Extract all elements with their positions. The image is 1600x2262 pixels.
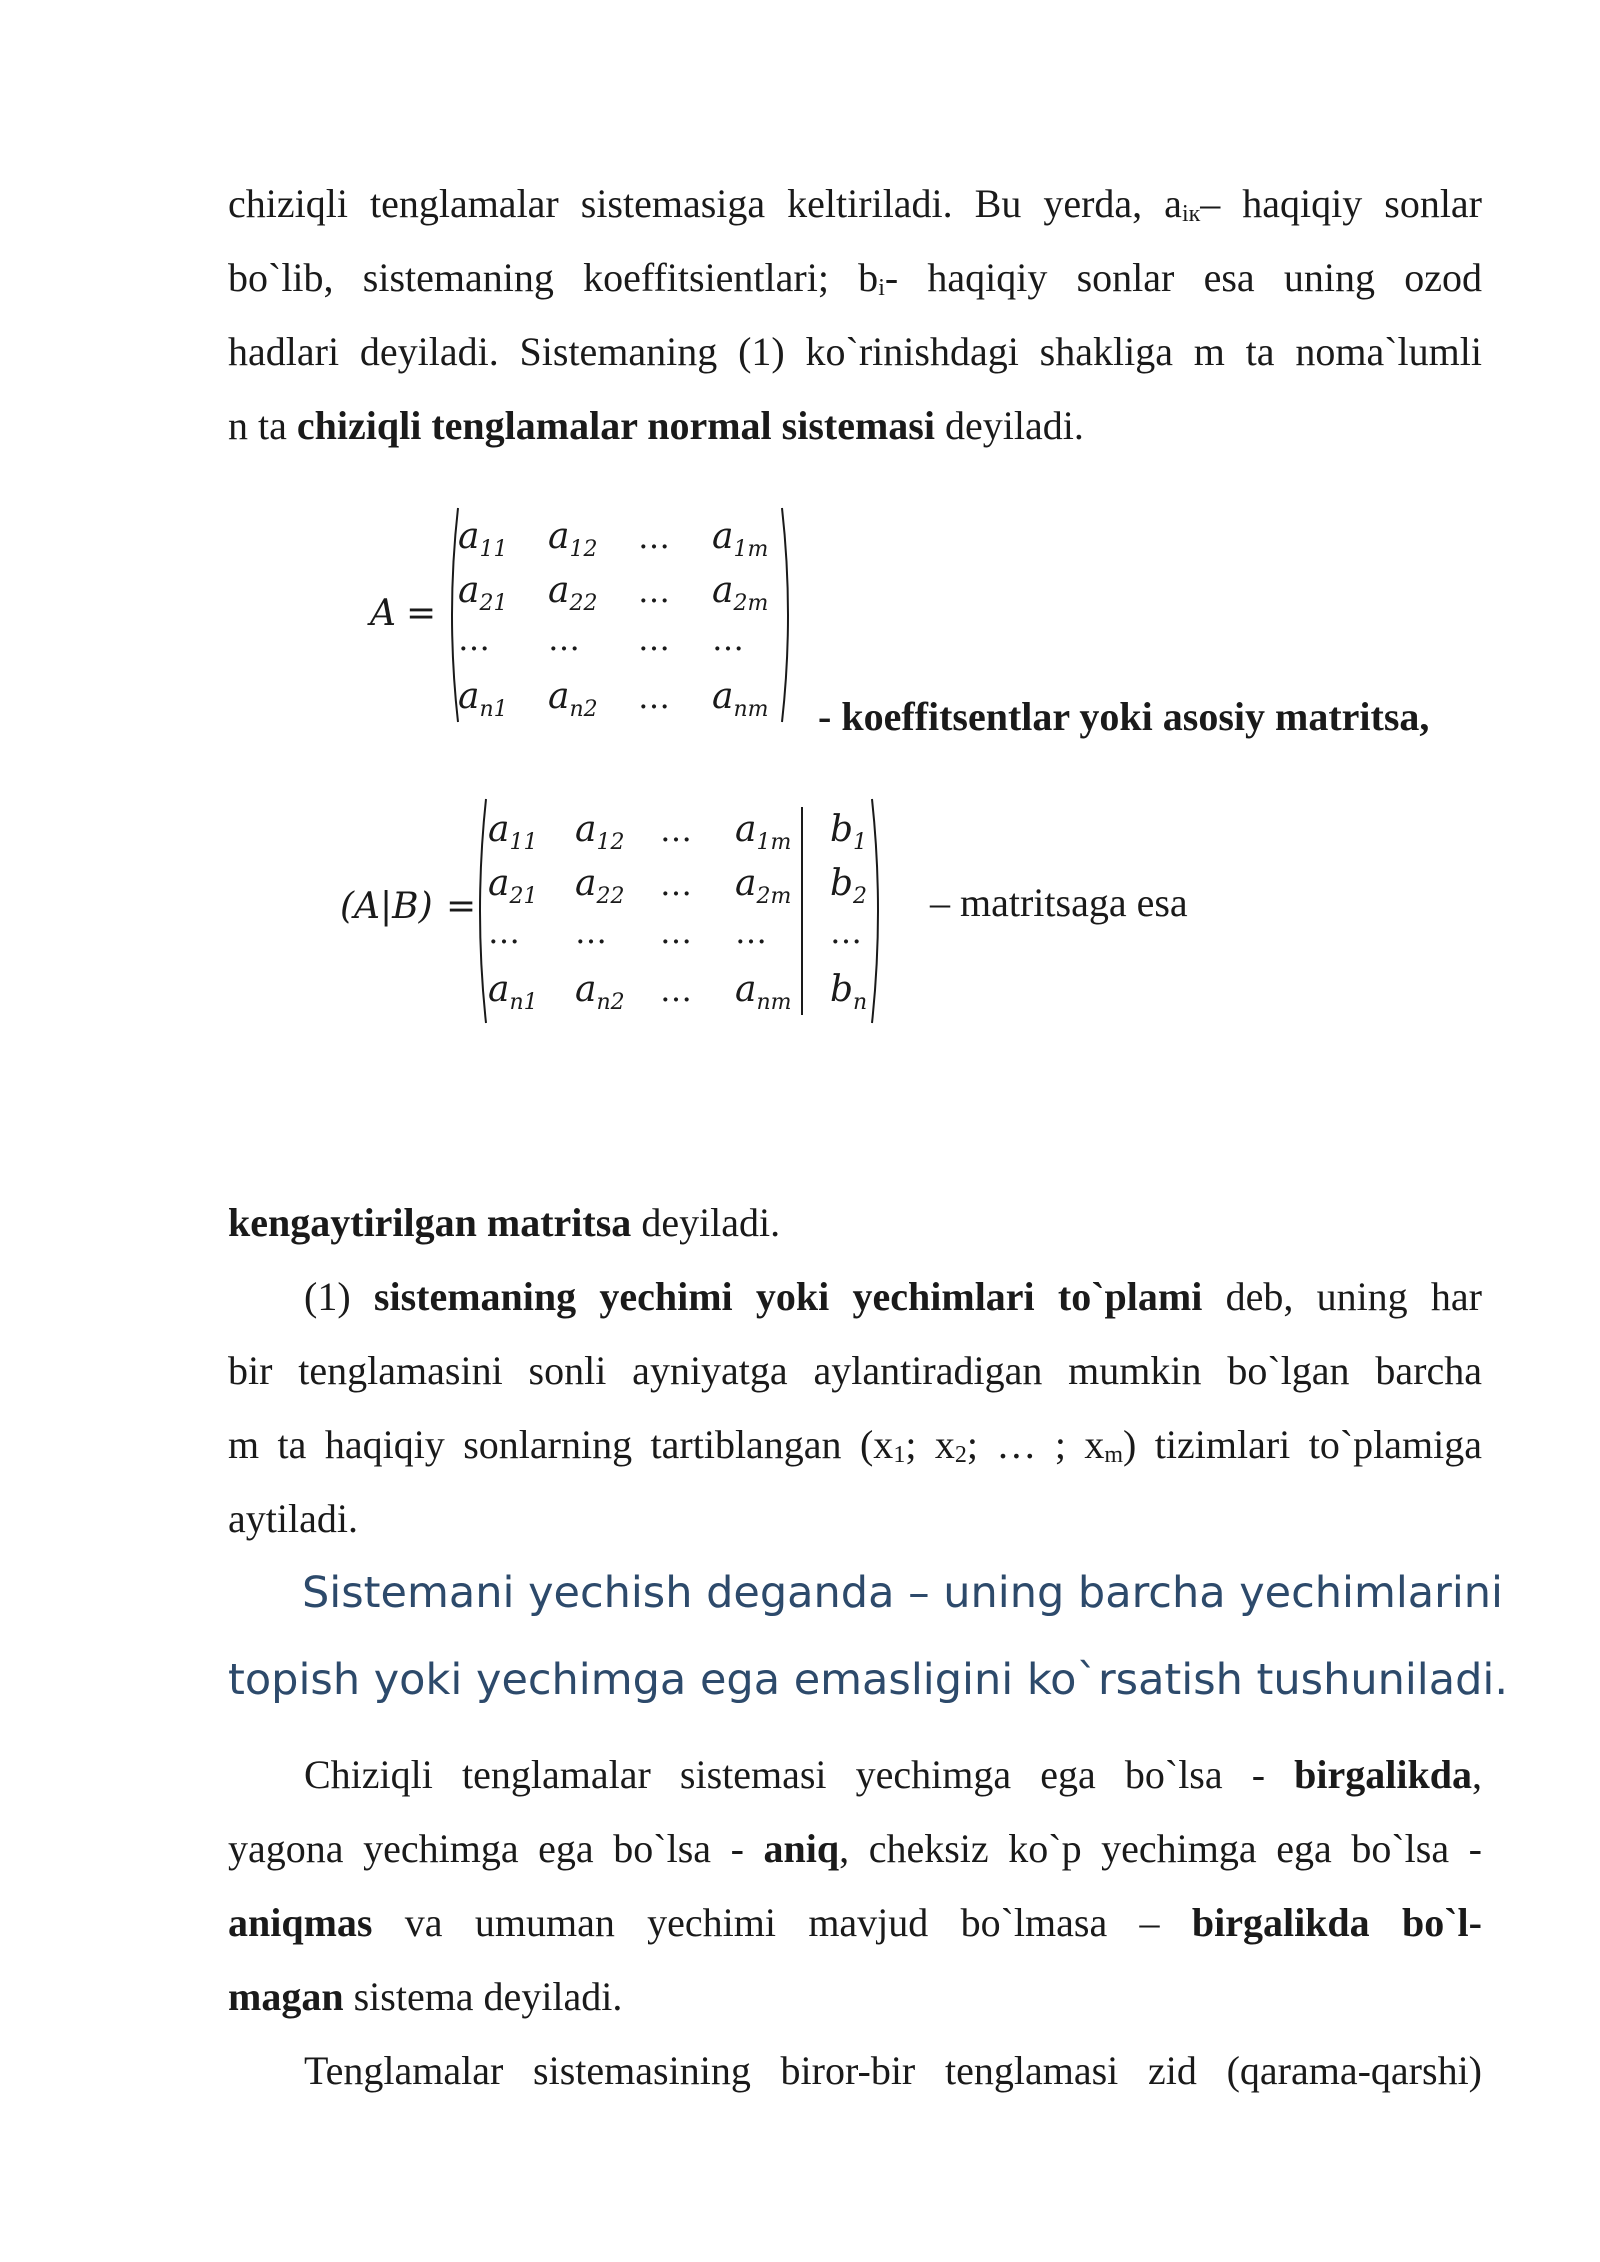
matrix-cell: … xyxy=(548,620,580,658)
matrix-cell: … xyxy=(712,620,744,658)
para1-line3: hadlari deyiladi. Sistemaning (1) ko`rinishdagi shakliga m ta noma`lumli xyxy=(228,329,1482,374)
matrix-equals: = xyxy=(406,593,437,634)
matrix-cell: $a_{n1}$ xyxy=(458,676,508,722)
right-paren xyxy=(782,508,788,722)
matrix-cell: … xyxy=(660,971,692,1009)
matrix-cell: $a_{11}$ xyxy=(488,809,538,855)
matrix-cell: $a_{n2}$ xyxy=(548,676,598,722)
matrix-cell: $a_{2m}$ xyxy=(735,863,792,909)
matrix-cell: $b_1$ xyxy=(830,809,868,855)
matrix-cell: $a_{1m}$ xyxy=(712,516,769,562)
heading-line1: Sistemani yechish deganda – uning barcha yechimlarini xyxy=(302,1568,1503,1618)
matrix-cell: … xyxy=(638,518,670,556)
right-paren xyxy=(872,799,878,1023)
matrix-cell: $a_{22}$ xyxy=(548,570,598,616)
matrix-cell: … xyxy=(575,913,607,951)
para1-line1: chiziqli tenglamalar sistemasiga keltiriladi. Bu yerda, $a_{iк}-$ haqiqiy sonlar xyxy=(228,181,1482,227)
matrix-cell: … xyxy=(830,913,862,951)
matrix-cell: … xyxy=(660,811,692,849)
matrix-cell: $a_{n2}$ xyxy=(575,969,625,1015)
matrix-cell: $a_{11}$ xyxy=(458,516,508,562)
matrix-cell: … xyxy=(735,913,767,951)
matrix-a xyxy=(370,500,820,735)
matrix-cell: … xyxy=(488,913,520,951)
matrix-cell: … xyxy=(638,572,670,610)
matrix-cell: $a_{nm}$ xyxy=(712,676,769,722)
para3-line1: (1) sistemaning yechimi yoki yechimlari to`plami deb, uning har xyxy=(304,1274,1482,1319)
matrix-cell: $a_{22}$ xyxy=(575,863,625,909)
para3-line2: bir tenglamasini sonli ayniyatga aylantiradigan mumkin bo`lgan barcha xyxy=(228,1348,1482,1393)
matrix-cell: … xyxy=(638,678,670,716)
para3-line3: m ta haqiqiy sonlarning tartiblangan ($x_1$; $x_2$; … ; $x_m$) tizimlari to`plamiga xyxy=(228,1422,1483,1468)
para1-line4: n ta chiziqli tenglamalar normal sistemasi deyiladi. xyxy=(228,403,1084,448)
para4-line4: magan sistema deyiladi. xyxy=(228,1974,623,2019)
matrix-cell: $a_{n1}$ xyxy=(488,969,538,1015)
matrix-cell: $a_{12}$ xyxy=(575,809,625,855)
matrix-equals: = xyxy=(446,886,477,927)
para2: kengaytirilgan matritsa deyiladi. xyxy=(228,1200,781,1245)
matrix-ab xyxy=(340,795,900,1040)
matrix-cell: … xyxy=(660,913,692,951)
matrix-cell: … xyxy=(458,620,490,658)
para3-line4: aytiladi. xyxy=(228,1496,358,1541)
para1-line2: bo`lib, sistemaning koeffitsientlari; $b_i-$ haqiqiy sonlar esa uning ozod xyxy=(228,255,1482,301)
matrix-lhs: A xyxy=(370,593,396,634)
matrix-cell: $b_n$ xyxy=(830,969,868,1015)
para4-line1: Chiziqli tenglamalar sistemasi yechimga ega bo`lsa - birgalikda, xyxy=(304,1752,1482,1797)
para5-line1: Tenglamalar sistemasining biror-bir tenglamasi zid (qarama-qarshi) xyxy=(304,2048,1482,2093)
matrix-cell: $a_{2m}$ xyxy=(712,570,769,616)
matrix-lhs: (A|B) xyxy=(340,886,433,927)
matrix-cell: $b_2$ xyxy=(830,863,868,909)
matrix-cell: $a_{21}$ xyxy=(488,863,538,909)
matrix-cell: $a_{1m}$ xyxy=(735,809,792,855)
matrix-cell: $a_{21}$ xyxy=(458,570,508,616)
matrix-cell: $a_{nm}$ xyxy=(735,969,792,1015)
matrix-cell: … xyxy=(638,620,670,658)
left-paren xyxy=(480,799,486,1023)
matrix-cell: … xyxy=(660,865,692,903)
heading-line2: topish yoki yechimga ega emasligini ko`rsatish tushuniladi. xyxy=(228,1655,1508,1705)
matrix-cell: $a_{12}$ xyxy=(548,516,598,562)
para4-line2: yagona yechimga ega bo`lsa - aniq, cheksiz ko`p yechimga ega bo`lsa - xyxy=(228,1826,1483,1871)
para4-line3: aniqmas va umuman yechimi mavjud bo`lmasa – birgalikda bo`l- xyxy=(228,1900,1482,1945)
matrix-ab-caption: – matritsaga esa xyxy=(930,880,1188,925)
matrix-a-caption: - koeffitsentlar yoki asosiy matritsa, xyxy=(818,694,1430,739)
